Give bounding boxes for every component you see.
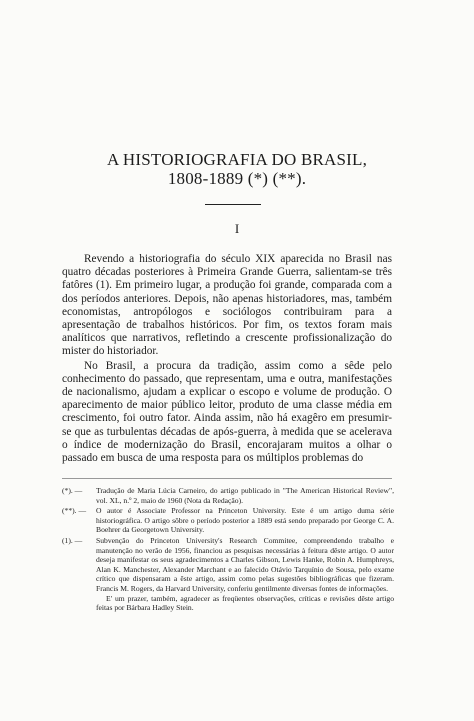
footnote-mark: (1). — (62, 535, 83, 545)
footnote-text: Tradução de Maria Lúcia Carneiro, do artigo publicado in "The American Historical Review", vol. XL, n.º 2, maio de 1960 (Nota da Redação). (96, 486, 394, 505)
footnote-divider (62, 478, 392, 479)
section-number: I (234, 221, 240, 236)
footnote-2 (62, 506, 394, 535)
paragraph-1: Revendo a historiografia do século XIX aparecida no Brasil nas quatro décadas posteriores à Primeira Grande Guerra, salientam-se três fatôres (1). Em primeiro lugar, a produção foi grande, comparada com a dos períodos anteriores. Depois, não apenas historiadores, mas, também economistas, antropólogos e sociólogos contribuiram para a apresentação de trabalhos históricos. Por fim, os textos foram mais analíticos que narrativos, refletindo a crescente profissionalização do mister do historiador. (62, 253, 392, 358)
title-line-1: A HISTORIOGRAFIA DO BRASIL, (106, 150, 368, 169)
footnote-mark: (*). — (62, 486, 83, 495)
article-title (60, 150, 414, 188)
footnotes (62, 486, 394, 614)
paragraph-2: No Brasil, a procura da tradição, assim como a sêde pelo conhecimento do passado, que representam, uma e outra, manifestações de nacionalismo, ajudam a explicar o escopo e volume de produção. O aparecimento de maior público leitor, produto de uma classe média em crescimento, foi outro fator. Ainda assim, não há exagêro em presumir-se que as turbulentas décadas de após-guerra, à medida que se acelerava o índice de modernização do Brasil, encorajaram muitos a olhar o passado em busca de uma resposta para os múltiplos problemas do (62, 359, 392, 465)
footnote-1 (62, 486, 394, 505)
title-divider (205, 204, 261, 205)
title-line-2: 1808-1889 (*) (**). (167, 169, 307, 188)
footnote-text: Subvenção do Princeton University's Research Commitee, compreendendo trabalho e manutenção no verão de 1956, financiou as pesquisas necessárias à feitura dêste artigo. O autor deseja manifestar os seus agradecimentos a Charles Gibson, Lewis Hanke, Robin A. Humphreys, Alan K. Manchester, Alexander Marchant e ao falecido Otávio Tarquínio de Sousa, pelo exame crítico que dispensaram a êste artigo, assim como pelas sugestões bibliográficas que fizeram. Francis M. Rogers, da Harvard University, conferiu gentilmente diversas fontes de informações. (96, 535, 394, 593)
body-text (62, 253, 392, 465)
footnote-3 (62, 536, 394, 613)
footnote-text: O autor é Associate Professor na Princeton University. Este é um artigo duma série historiográfica. O artigo sôbre o período posterior a 1889 está sendo preparado por George C. A. Boehrer da Georgetown University. (96, 506, 394, 535)
footnote-text-continued: E' um prazer, também, agradecer as freqüentes observações, críticas e revisões dêste artigo feitas por Bárbara Hadley Stein. (96, 593, 394, 613)
footnote-mark: (**). — (62, 506, 87, 516)
